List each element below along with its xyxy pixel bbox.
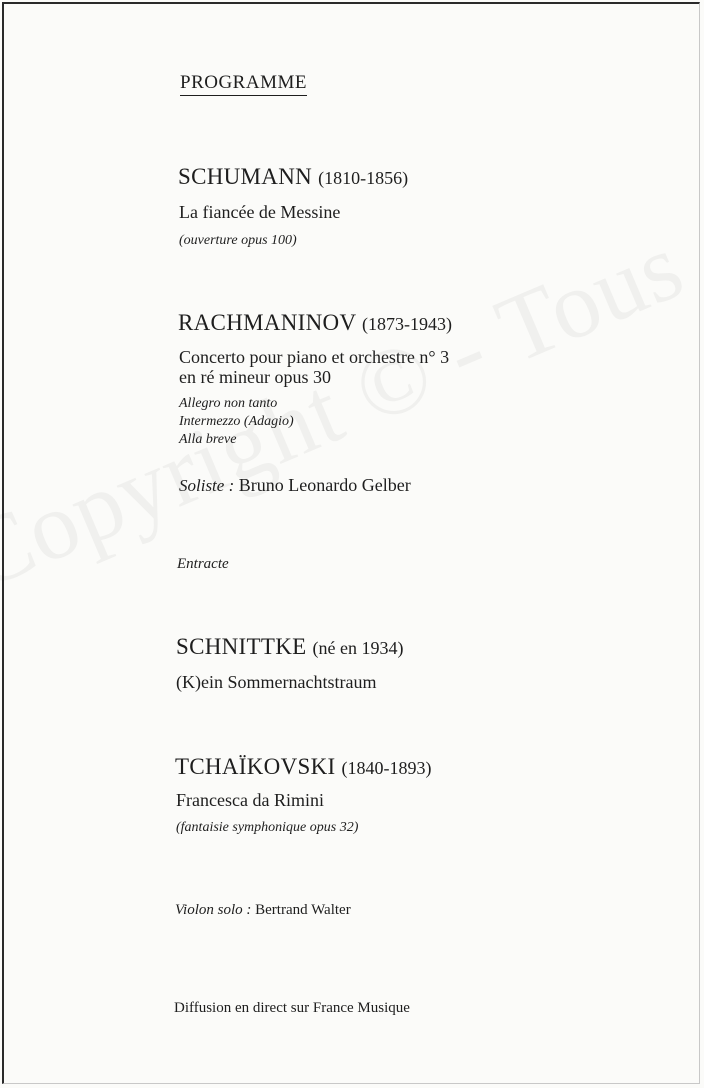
work-title-line-1: Concerto pour piano et orchestre n° 3 <box>179 347 450 367</box>
soloist-label: Soliste : <box>179 476 235 495</box>
movement: Alla breve <box>179 432 237 447</box>
violon-name: Bertrand Walter <box>255 902 351 918</box>
work-title: La fiancée de Messine <box>179 202 341 222</box>
composer-name: RACHMANINOV <box>178 310 356 335</box>
soloist-line <box>179 475 411 496</box>
violon-solo-line <box>175 902 351 919</box>
work-title-line-2: en ré mineur opus 30 <box>179 367 331 387</box>
composer-dates: (né en 1934) <box>312 638 404 658</box>
composer-name: SCHUMANN <box>178 164 313 189</box>
composer-dates: (1840-1893) <box>341 758 432 778</box>
work-title: (K)ein Sommernachtstraum <box>176 672 377 692</box>
composer-name: TCHAÏKOVSKI <box>175 754 336 779</box>
entracte: Entracte <box>177 556 229 572</box>
programme-heading: PROGRAMME <box>180 72 307 96</box>
work-title: Francesca da Rimini <box>176 790 324 810</box>
composer-schumann <box>178 164 408 190</box>
violon-label: Violon solo : <box>175 902 252 918</box>
work-note: (ouverture opus 100) <box>179 233 297 248</box>
composer-schnittke <box>176 634 404 660</box>
broadcast-note: Diffusion en direct sur France Musique <box>174 1000 410 1016</box>
soloist-name: Bruno Leonardo Gelber <box>238 475 411 495</box>
composer-name: SCHNITTKE <box>176 634 307 659</box>
composer-dates: (1873-1943) <box>362 314 452 334</box>
composer-tchaikovski <box>175 754 432 780</box>
composer-dates: (1810-1856) <box>318 168 409 188</box>
movement: Intermezzo (Adagio) <box>179 414 294 429</box>
movement: Allegro non tanto <box>179 396 278 411</box>
composer-rachmaninov <box>178 310 452 336</box>
work-note: (fantaisie symphonique opus 32) <box>176 820 359 835</box>
